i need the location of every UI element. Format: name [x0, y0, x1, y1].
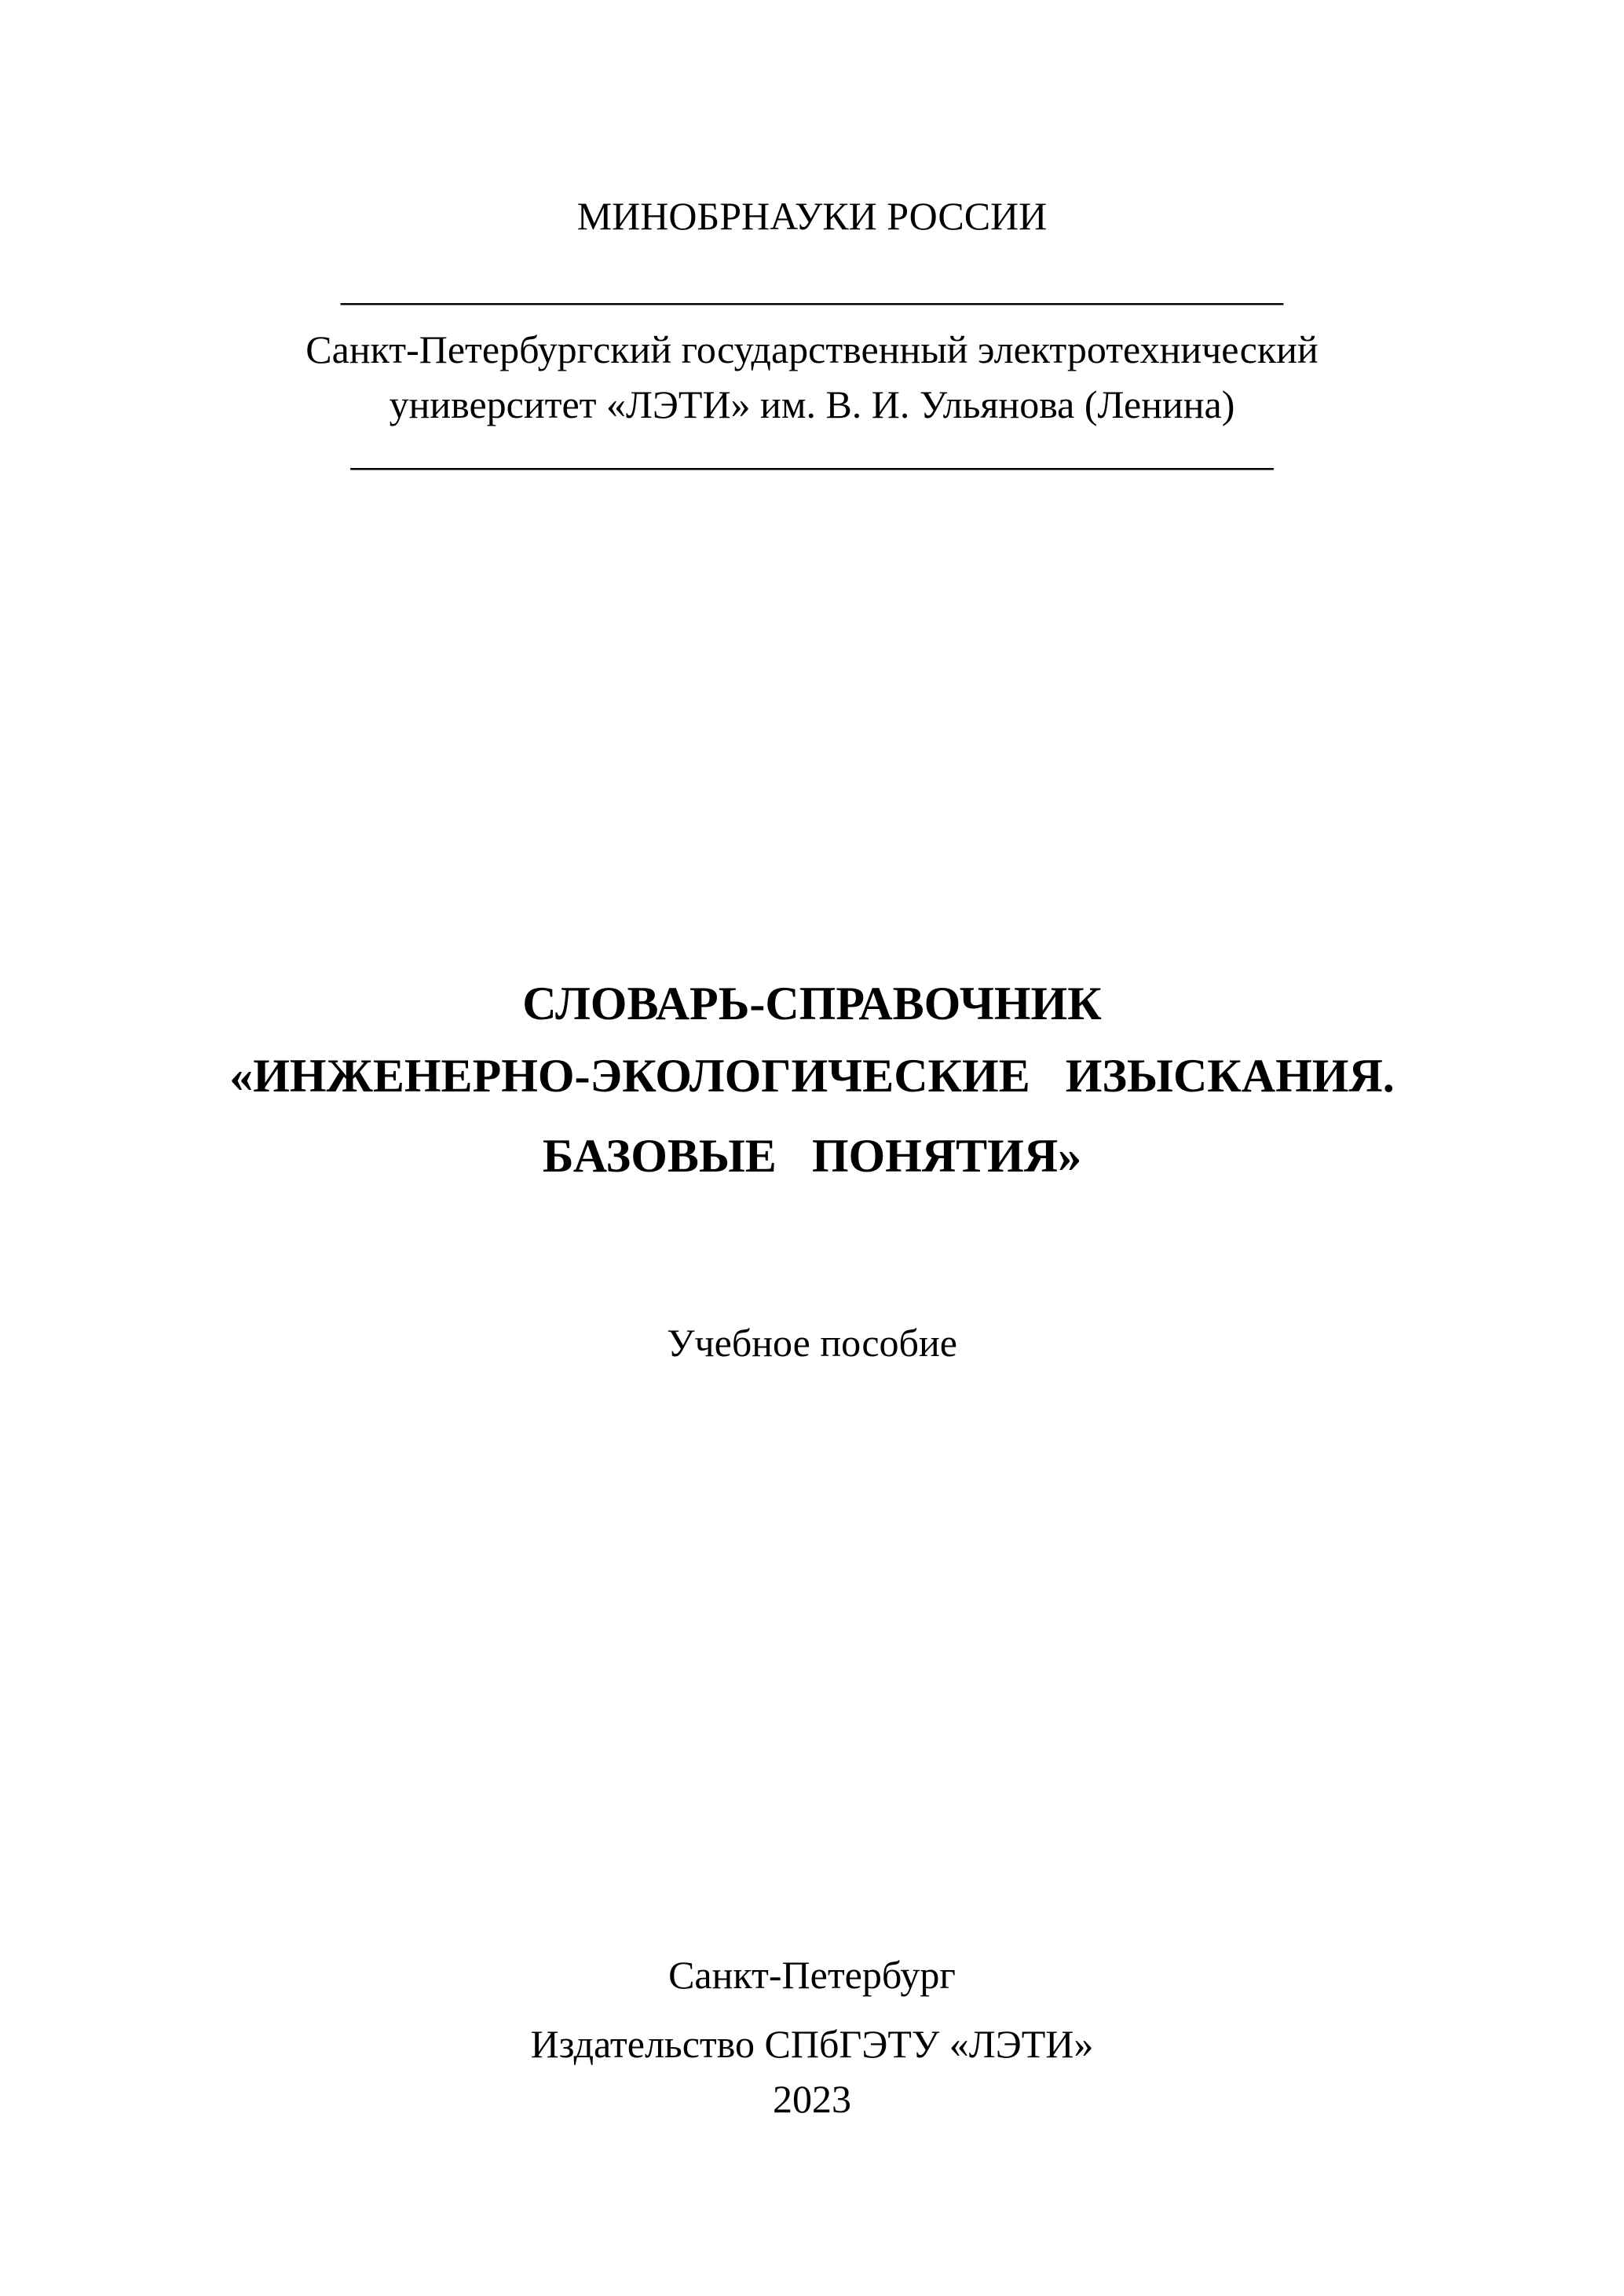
document-title-line-2: «ИНЖЕНЕРНО-ЭКОЛОГИЧЕСКИЕ ИЗЫСКАНИЯ.	[229, 1050, 1395, 1102]
document-title-line-3: БАЗОВЫЕ ПОНЯТИЯ»	[542, 1130, 1082, 1182]
divider-bottom: _______________________________________________	[350, 430, 1274, 473]
university-name-line-1: Санкт-Петербургский государственный электротехнический	[305, 327, 1319, 371]
document-title-line-1: СЛОВАРЬ-СПРАВОЧНИК	[522, 978, 1102, 1029]
publication-city: Санкт-Петербург	[668, 1953, 956, 1997]
ministry-name: МИНОБРНАУКИ РОССИИ	[576, 194, 1048, 238]
publisher-name: Издательство СПбГЭТУ «ЛЭТИ»	[530, 2022, 1094, 2066]
university-name-line-2: университет «ЛЭТИ» им. В. И. Ульянова (Ленина)	[389, 382, 1235, 426]
publication-year: 2023	[773, 2077, 851, 2121]
document-type: Учебное пособие	[667, 1321, 957, 1365]
divider-top: ________________________________________________	[341, 265, 1283, 309]
